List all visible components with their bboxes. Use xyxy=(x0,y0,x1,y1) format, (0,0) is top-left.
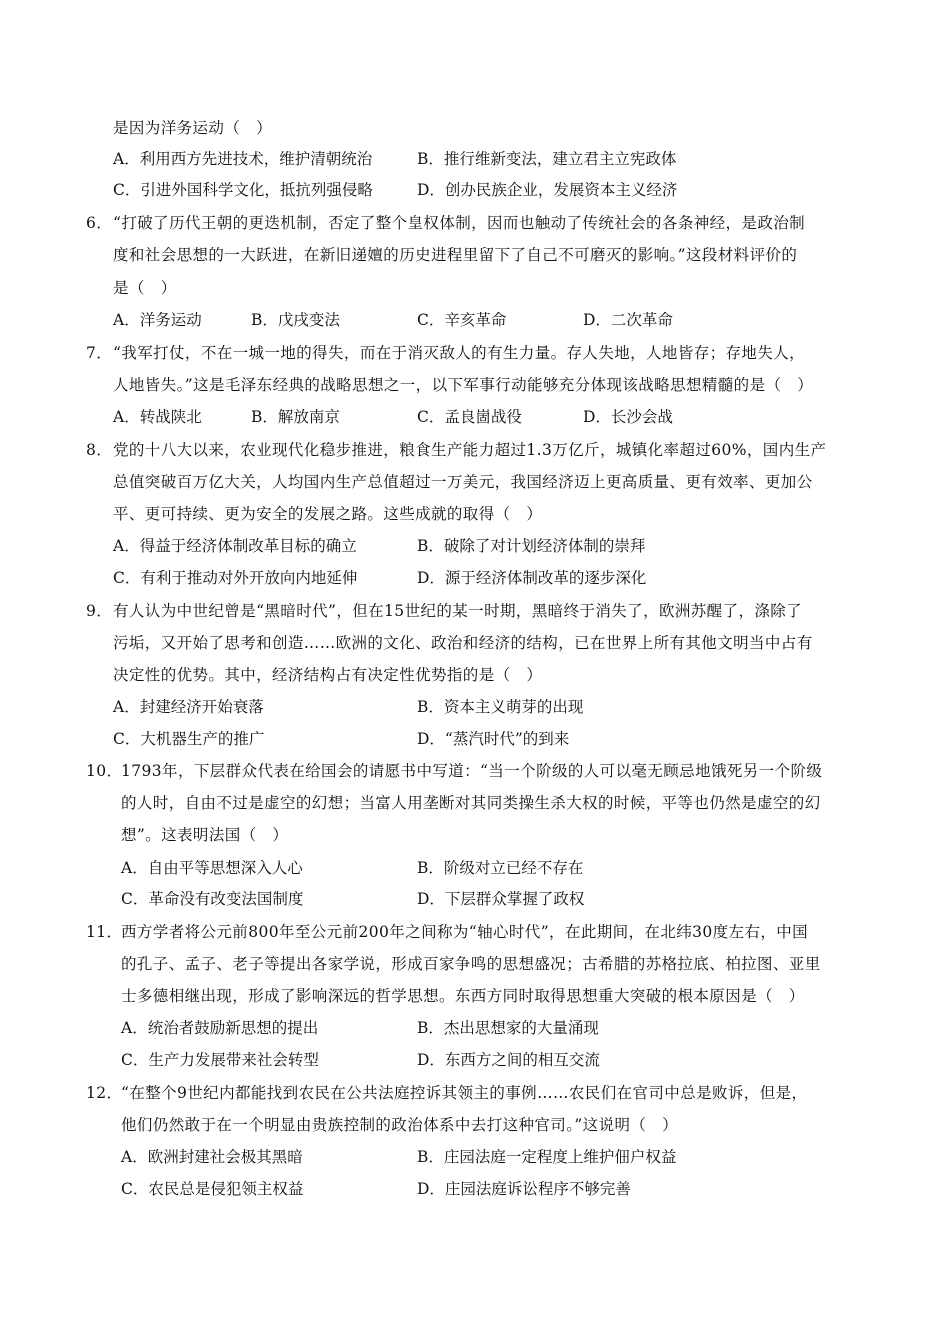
question-stem-line: 是（ ） xyxy=(113,279,177,297)
option-d[interactable]: D．“蒸汽时代”的到来 xyxy=(417,730,570,748)
option-d[interactable]: D．创办民族企业，发展资本主义经济 xyxy=(417,181,678,199)
question-number: 6． xyxy=(86,214,113,232)
option-a[interactable]: A．自由平等思想深入人心 xyxy=(121,859,303,877)
question-stem-line: 平、更可持续、更为安全的发展之路。这些成就的取得（ ） xyxy=(113,505,543,523)
question-stem-line: 是因为洋务运动（ ） xyxy=(113,119,273,137)
question-stem-line: 污垢，又开始了思考和创造……欧洲的文化、政治和经济的结构，已在世界上所有其他文明当中占有 xyxy=(113,634,813,652)
option-a[interactable]: A．得益于经济体制改革目标的确立 xyxy=(113,537,357,555)
option-c[interactable]: C．辛亥革命 xyxy=(417,311,507,329)
option-d[interactable]: D．二次革命 xyxy=(583,311,673,329)
option-c[interactable]: C．生产力发展带来社会转型 xyxy=(121,1051,319,1069)
option-a[interactable]: A．利用西方先进技术，维护清朝统治 xyxy=(113,150,373,168)
option-b[interactable]: B．阶级对立已经不存在 xyxy=(417,859,584,877)
option-d[interactable]: D．东西方之间的相互交流 xyxy=(417,1051,600,1069)
question-number: 11． xyxy=(86,923,123,941)
question-number: 12． xyxy=(86,1084,123,1102)
question-stem-line: “在整个9世纪内都能找到农民在公共法庭控诉其领主的事例……农民们在官司中总是败诉，但是， xyxy=(121,1084,808,1102)
option-b[interactable]: B．破除了对计划经济体制的崇拜 xyxy=(417,537,646,555)
option-c[interactable]: C．革命没有改变法国制度 xyxy=(121,890,304,908)
question-number: 7． xyxy=(86,344,113,362)
option-d[interactable]: D．长沙会战 xyxy=(583,408,673,426)
option-b[interactable]: B．推行维新变法，建立君主立宪政体 xyxy=(417,150,677,168)
option-c[interactable]: C．引进外国科学文化，抵抗列强侵略 xyxy=(113,181,373,199)
question-stem-line: 他们仍然敢于在一个明显由贵族控制的政治体系中去打这种官司。”这说明（ ） xyxy=(121,1116,679,1134)
option-d[interactable]: D．庄园法庭诉讼程序不够完善 xyxy=(417,1180,631,1198)
option-a[interactable]: A．欧洲封建社会极其黑暗 xyxy=(121,1148,303,1166)
option-c[interactable]: C．农民总是侵犯领主权益 xyxy=(121,1180,304,1198)
option-d[interactable]: D．下层群众掌握了政权 xyxy=(417,890,585,908)
question-stem-line: 决定性的优势。其中，经济结构占有决定性优势指的是（ ） xyxy=(113,666,543,684)
question-stem-line: 1793年，下层群众代表在给国会的请愿书中写道：“当一个阶级的人可以毫无顾忌地饿死另一个阶级 xyxy=(121,762,823,780)
question-stem-line: 的人时，自由不过是虚空的幻想；当富人用垄断对其同类操生杀大权的时候，平等也仍然是虚空的幻 xyxy=(121,794,821,812)
option-b[interactable]: B．戊戌变法 xyxy=(251,311,340,329)
question-stem-line: “打破了历代王朝的更迭机制，否定了整个皇权体制，因而也触动了传统社会的各条神经，是政治制 xyxy=(113,214,806,232)
question-stem-line: 士多德相继出现，形成了影响深远的哲学思想。东西方同时取得思想重大突破的根本原因是（ ） xyxy=(121,987,805,1005)
option-a[interactable]: A．封建经济开始衰落 xyxy=(113,698,264,716)
question-number: 9． xyxy=(86,602,113,620)
question-stem-line: “我军打仗，不在一城一地的得失，而在于消灭敌人的有生力量。存人失地，人地皆存；存地失人， xyxy=(113,344,806,362)
question-stem-line: 西方学者将公元前800年至公元前200年之间称为“轴心时代”，在此期间，在北纬30度左右，中国 xyxy=(121,923,809,941)
question-stem-line: 人地皆失。”这是毛泽东经典的战略思想之一，以下军事行动能够充分体现该战略思想精髓的是（ ） xyxy=(113,376,814,394)
option-a[interactable]: A．转战陕北 xyxy=(113,408,202,426)
option-c[interactable]: C．孟良崮战役 xyxy=(417,408,522,426)
question-stem-line: 想”。这表明法国（ ） xyxy=(121,826,289,844)
option-a[interactable]: A．统治者鼓励新思想的提出 xyxy=(121,1019,319,1037)
question-stem-line: 总值突破百万亿大关，人均国内生产总值超过一万美元，我国经济迈上更高质量、更有效率、更加公 xyxy=(113,473,813,491)
option-a[interactable]: A．洋务运动 xyxy=(113,311,202,329)
question-stem-line: 的孔子、孟子、老子等提出各家学说，形成百家争鸣的思想盛况；古希腊的苏格拉底、柏拉图、亚里 xyxy=(121,955,821,973)
option-b[interactable]: B．解放南京 xyxy=(251,408,340,426)
option-b[interactable]: B．资本主义萌芽的出现 xyxy=(417,698,584,716)
question-number: 8． xyxy=(86,441,113,459)
question-stem-line: 有人认为中世纪曾是“黑暗时代”，但在15世纪的某一时期，黑暗终于消失了，欧洲苏醒了，涤除了 xyxy=(113,602,803,620)
option-b[interactable]: B．庄园法庭一定程度上维护佃户权益 xyxy=(417,1148,677,1166)
option-c[interactable]: C．大机器生产的推广 xyxy=(113,730,265,748)
question-stem-line: 党的十八大以来，农业现代化稳步推进，粮食生产能力超过1.3万亿斤，城镇化率超过60%，国内生产 xyxy=(113,441,827,459)
option-d[interactable]: D．源于经济体制改革的逐步深化 xyxy=(417,569,647,587)
question-stem-line: 度和社会思想的一大跃进，在新旧递嬗的历史进程里留下了自己不可磨灭的影响。”这段材料评价的 xyxy=(113,246,798,264)
option-c[interactable]: C．有利于推动对外开放向内地延伸 xyxy=(113,569,358,587)
option-b[interactable]: B．杰出思想家的大量涌现 xyxy=(417,1019,599,1037)
question-number: 10． xyxy=(86,762,123,780)
